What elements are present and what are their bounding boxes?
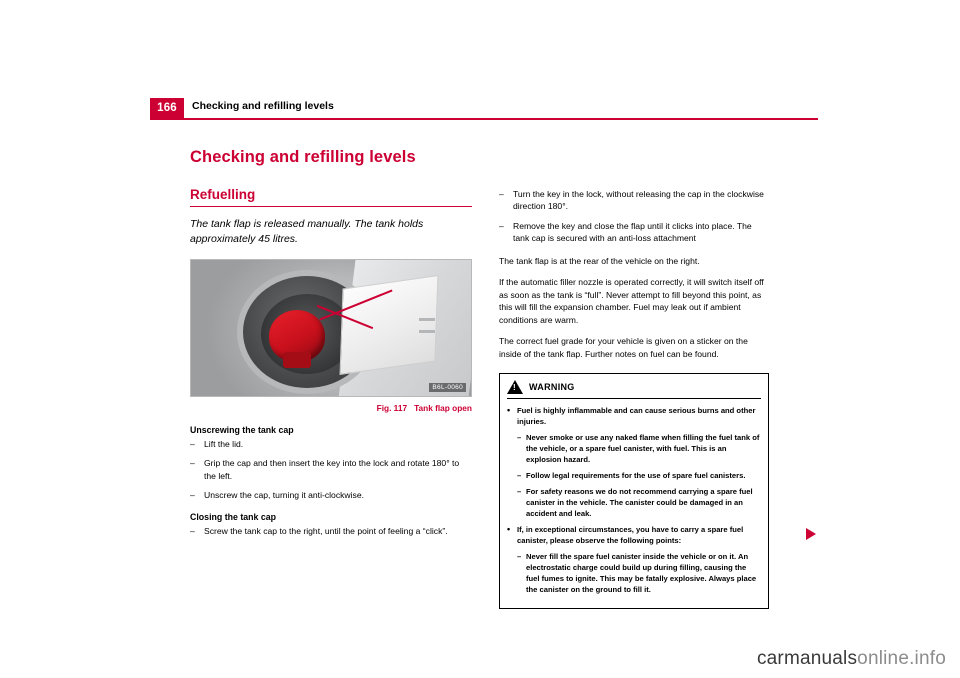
header-divider bbox=[150, 118, 818, 120]
list-item bbox=[190, 489, 472, 501]
figure-caption bbox=[190, 403, 472, 413]
page-title: Checking and refilling levels bbox=[190, 148, 416, 166]
panel-slot-1 bbox=[419, 318, 435, 321]
warning-sub-text: Never fill the spare fuel canister inside the vehicle or on it. An electrostatic charge could build up during filling, causing the fuel fumes to ignite. This may be fatally explosive. Always place the canister on the ground to fill it. bbox=[526, 552, 757, 595]
section-heading-refuelling: Refuelling bbox=[190, 187, 256, 202]
header-title: Checking and refilling levels bbox=[192, 100, 334, 112]
warning-sub-text: For safety reasons we do not recommend carrying a spare fuel canister in the vehicle. The canister could be damaged in an accident and leak. bbox=[526, 487, 753, 519]
page-header bbox=[150, 98, 818, 120]
section-divider bbox=[190, 206, 472, 207]
warning-triangle-icon bbox=[507, 380, 523, 394]
right-column bbox=[499, 188, 769, 609]
warning-sub-text: Follow legal requirements for the use of spare fuel canisters. bbox=[526, 471, 746, 481]
dash-marker: – bbox=[190, 490, 195, 501]
watermark-part1: carmanuals bbox=[756, 648, 858, 669]
bullet-marker: • bbox=[507, 405, 511, 416]
warning-sub-text: Never smoke or use any naked flame when filling the fuel tank of the vehicle, or a spare fuel canister, with fuel. This is an explosion hazard. bbox=[526, 433, 760, 465]
body-paragraph: The correct fuel grade for your vehicle is given on a sticker on the inside of the tank flap. Further notes on fuel can be found. bbox=[499, 336, 748, 360]
dash-marker: – bbox=[517, 433, 522, 443]
dash-marker: – bbox=[517, 487, 522, 497]
dash-marker: – bbox=[190, 438, 195, 449]
figure-tank-flap-open bbox=[190, 259, 472, 397]
list-item-text: Remove the key and close the flap until it clicks into place. The tank cap is secured with an anti-loss attachment bbox=[513, 220, 752, 244]
warning-bullet-text: Fuel is highly inflammable and can cause serious burns and other injuries. bbox=[517, 406, 756, 427]
figure-label: Fig. 117 bbox=[376, 402, 408, 413]
list-item bbox=[190, 457, 472, 482]
warning-sub-item bbox=[507, 551, 761, 595]
warning-bullet-text: If, in exceptional circumstances, you have to carry a spare fuel canister, please observe the following points: bbox=[517, 525, 744, 546]
list-item bbox=[499, 188, 769, 213]
warning-title: WARNING bbox=[529, 382, 575, 393]
watermark-part2: online.info bbox=[857, 648, 946, 669]
list-item-text: Lift the lid. bbox=[204, 438, 244, 449]
dash-marker: – bbox=[499, 189, 504, 199]
warning-header bbox=[507, 380, 761, 399]
list-item bbox=[190, 525, 472, 537]
subheading-closing: Closing the tank cap bbox=[190, 511, 277, 522]
page-number-badge: 166 bbox=[150, 98, 184, 118]
bullet-marker: • bbox=[507, 524, 511, 535]
subheading-unscrewing: Unscrewing the tank cap bbox=[190, 424, 294, 435]
list-item-text: Turn the key in the lock, without releasing the cap in the clockwise direction 180°. bbox=[513, 189, 764, 212]
warning-bullet bbox=[507, 524, 761, 546]
intro-paragraph: The tank flap is released manually. The tank holds approximately 45 litres. bbox=[190, 218, 424, 245]
list-item-text: Unscrew the cap, turning it anti-clockwise. bbox=[204, 490, 365, 501]
warning-bullet bbox=[507, 405, 761, 427]
warning-sub-item bbox=[507, 470, 761, 481]
list-item bbox=[190, 438, 472, 450]
left-column bbox=[190, 148, 472, 544]
list-item-text: Screw the tank cap to the right, until the point of feeling a “click”. bbox=[204, 525, 448, 536]
list-item-text: Grip the cap and then insert the key into the lock and rotate 180° to the left. bbox=[204, 458, 460, 481]
panel-slot-2 bbox=[419, 330, 435, 333]
list-item bbox=[499, 220, 769, 245]
dash-marker: – bbox=[499, 220, 504, 231]
dash-marker: – bbox=[517, 471, 522, 481]
warning-box bbox=[499, 373, 769, 609]
continuation-arrow-icon bbox=[806, 528, 816, 540]
body-paragraph: If the automatic filler nozzle is operated correctly, it will switch itself off as soon as the tank is “full”. Never attempt to fill beyond this point, as this will fill the expansion chamber. Fuel may leak out if ambient conditions are warm. bbox=[499, 276, 764, 326]
figure-code: B6L-0060 bbox=[429, 383, 466, 392]
dash-marker: – bbox=[517, 552, 522, 562]
warning-sub-item bbox=[507, 486, 761, 519]
figure-caption-text: Tank flap open bbox=[414, 402, 472, 413]
watermark bbox=[757, 648, 946, 670]
body-paragraph: The tank flap is at the rear of the vehicle on the right. bbox=[499, 255, 700, 266]
warning-sub-item bbox=[507, 432, 761, 465]
dash-marker: – bbox=[190, 525, 195, 536]
fuel-cap-notch bbox=[283, 352, 311, 368]
dash-marker: – bbox=[190, 458, 195, 469]
